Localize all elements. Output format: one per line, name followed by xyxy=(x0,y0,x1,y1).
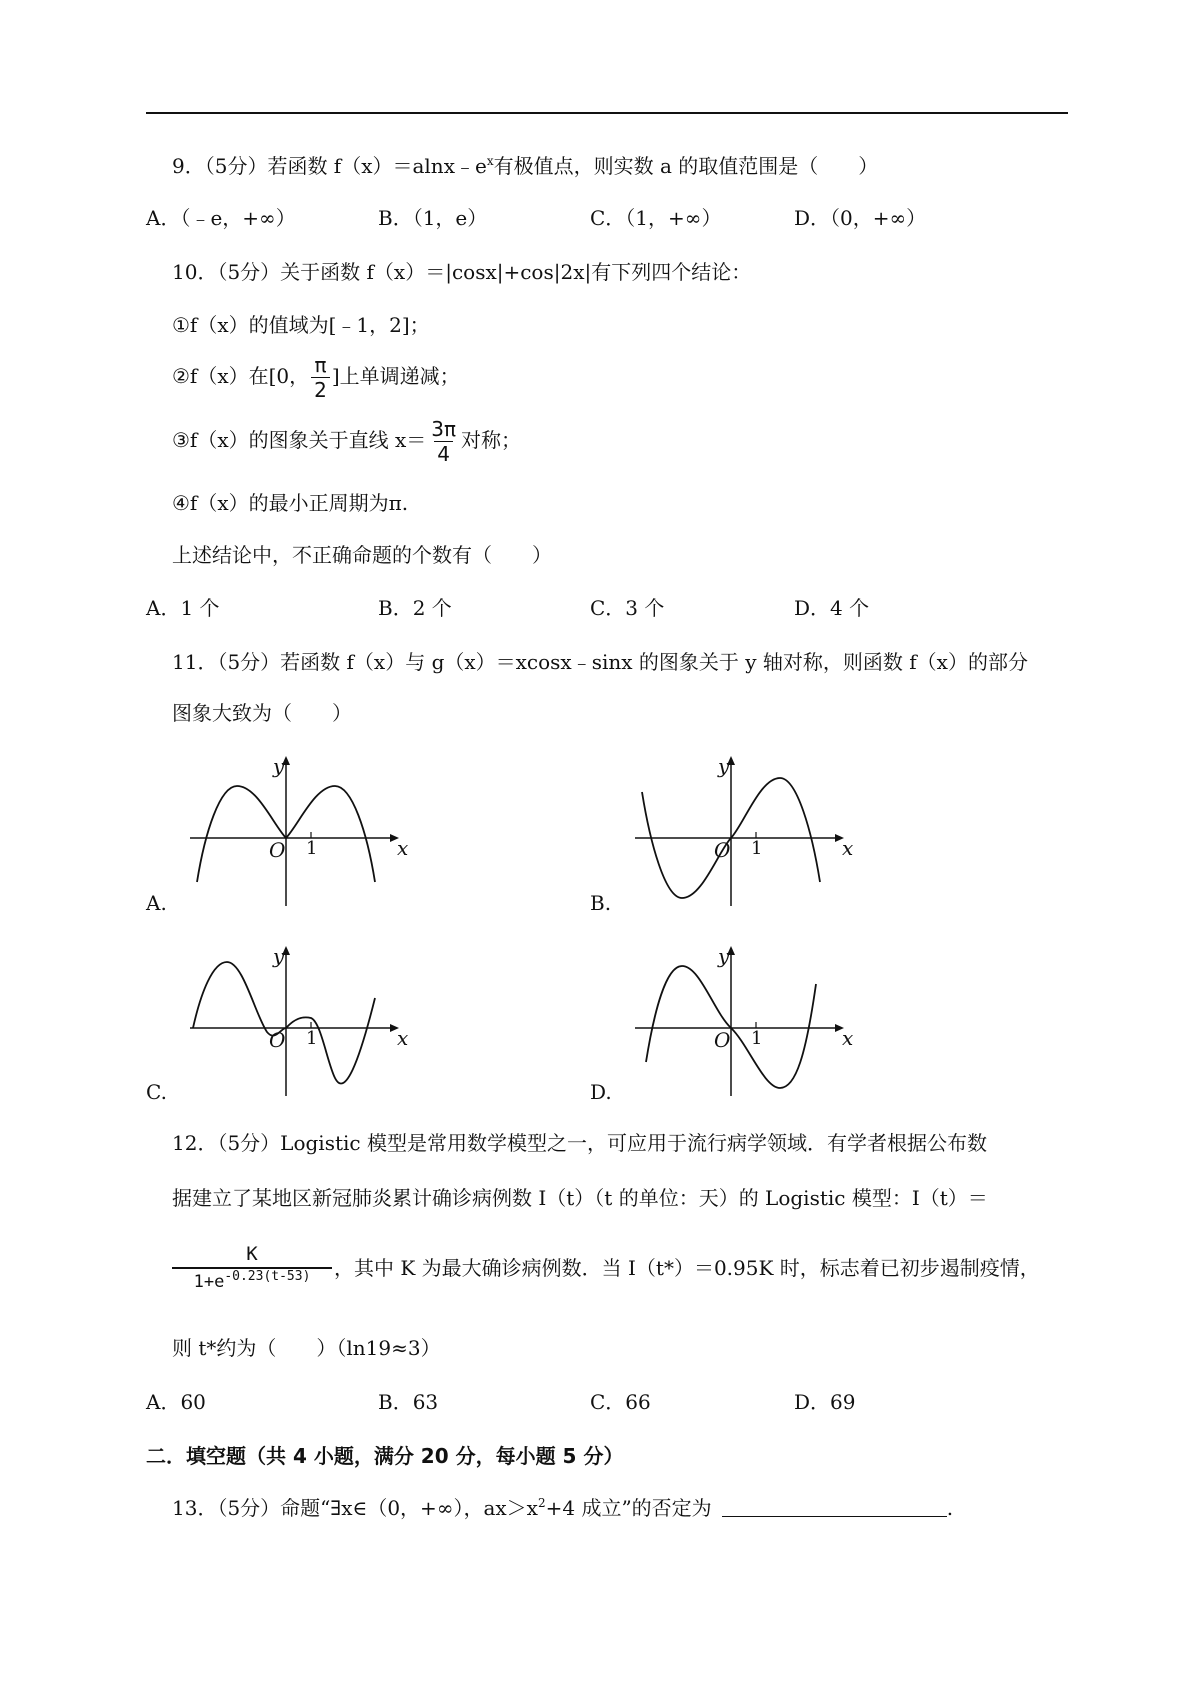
q11-stem-line1: 11．（5分）若函数 f（x）与 g（x）＝xcosx﹣sinx 的图象关于 y 轴对称，则函数 f（x）的部分 xyxy=(172,650,1028,674)
graph-c-y-label: y xyxy=(273,944,285,968)
q10-question: 上述结论中，不正确命题的个数有（ ） xyxy=(172,543,552,567)
q9-option-c: C．（1，+∞） xyxy=(590,206,722,230)
q12-logistic-fraction xyxy=(172,1243,332,1293)
q10-option-d: D．4 个 xyxy=(794,596,870,620)
q12-option-c: C．66 xyxy=(590,1390,651,1414)
fraction-pi-over-2: $\frac{\pi}{2}$ xyxy=(311,355,330,400)
graph-d-origin-label: O xyxy=(714,1028,731,1052)
q12-option-b: B．63 xyxy=(378,1390,439,1414)
section-2-heading: 二．填空题（共 4 小题，满分 20 分，每小题 5 分） xyxy=(146,1444,624,1468)
q11-option-b-label: B. xyxy=(590,891,612,915)
q12-fraction-denominator: $1+e^{-0.23(t-53)}$ xyxy=(193,1268,311,1292)
q10-stem: 10．（5分）关于函数 f（x）＝|cosx|+cos|2x|有下列四个结论： xyxy=(172,260,752,284)
q12-line1: 12．（5分）Logistic 模型是常用数学模型之一，可应用于流行病学领域．有学者根据公布数 xyxy=(172,1131,987,1155)
header-rule xyxy=(146,112,1068,114)
graph-b-origin-label: O xyxy=(714,838,731,862)
q12-fraction-numerator: K xyxy=(246,1243,258,1265)
q12-line4: 则 t*约为（ ）（ln19≈3） xyxy=(172,1336,441,1360)
q10-conclusion-1: ①f（x）的值域为[﹣1，2]； xyxy=(172,313,430,337)
q10-conclusion-3: ③f（x）的图象关于直线 x＝ $\frac{3\pi}{4}$ 对称； xyxy=(172,417,522,466)
graph-c-tick-1: 1 xyxy=(306,1028,318,1049)
q9-option-d: D．（0，+∞） xyxy=(794,206,927,230)
q10-conclusion-2: ②f（x）在[0， $\frac{\pi}{2}$ ]上单调递减； xyxy=(172,353,460,402)
graph-b-x-label: x xyxy=(842,836,854,860)
q12-option-d: D．69 xyxy=(794,1390,856,1414)
q10-option-c: C．3 个 xyxy=(590,596,665,620)
q9-option-a: A．（﹣e，+∞） xyxy=(146,206,296,230)
q13-stem: 13．（5分）命题“∃x∈（0，+∞），$ax>x^2+4$ 成立”的否定为 . xyxy=(172,1496,954,1520)
q11-option-c-label: C. xyxy=(146,1080,167,1104)
q10-option-a: A．1 个 xyxy=(146,596,220,620)
q9-stem: 9．（5分）若函数 $f(x)=alnx﹣e^x$有极值点，则实数 a 的取值范围是（ ） xyxy=(172,154,879,178)
graph-c-x-label: x xyxy=(397,1026,409,1050)
fraction-3pi-over-4: $\frac{3\pi}{4}$ xyxy=(431,417,457,466)
graph-b-tick-1: 1 xyxy=(751,838,763,859)
graph-a-y-label: y xyxy=(273,754,285,778)
q12-line3: ，其中 K 为最大确诊病例数．当 I（t*）＝0.95K 时，标志着已初步遏制疫情， xyxy=(334,1256,1040,1280)
graph-b xyxy=(630,752,860,907)
graph-d-tick-1: 1 xyxy=(751,1028,763,1049)
q12-line2: 据建立了某地区新冠肺炎累计确诊病例数 I（t）（t 的单位：天）的 Logistic 模型：I（t）＝ xyxy=(172,1186,988,1210)
graph-d-y-label: y xyxy=(718,944,730,968)
q13-answer-blank[interactable] xyxy=(722,1498,947,1517)
graph-a xyxy=(185,752,415,907)
q10-option-b: B．2 个 xyxy=(378,596,452,620)
graph-b-y-label: y xyxy=(718,754,730,778)
q11-stem-line2: 图象大致为（ ） xyxy=(172,701,352,725)
graph-d-x-label: x xyxy=(842,1026,854,1050)
q11-option-d-label: D. xyxy=(590,1080,612,1104)
graph-a-x-label: x xyxy=(397,836,409,860)
graph-a-tick-1: 1 xyxy=(306,838,318,859)
graph-c-origin-label: O xyxy=(269,1028,286,1052)
graph-a-origin-label: O xyxy=(269,838,286,862)
graph-d xyxy=(630,942,860,1097)
graph-c xyxy=(185,942,415,1097)
q11-option-a-label: A. xyxy=(146,891,167,915)
q12-option-a: A．60 xyxy=(146,1390,206,1414)
q10-conclusion-4: ④f（x）的最小正周期为π. xyxy=(172,491,409,515)
q9-option-b: B．（1，e） xyxy=(378,206,488,230)
